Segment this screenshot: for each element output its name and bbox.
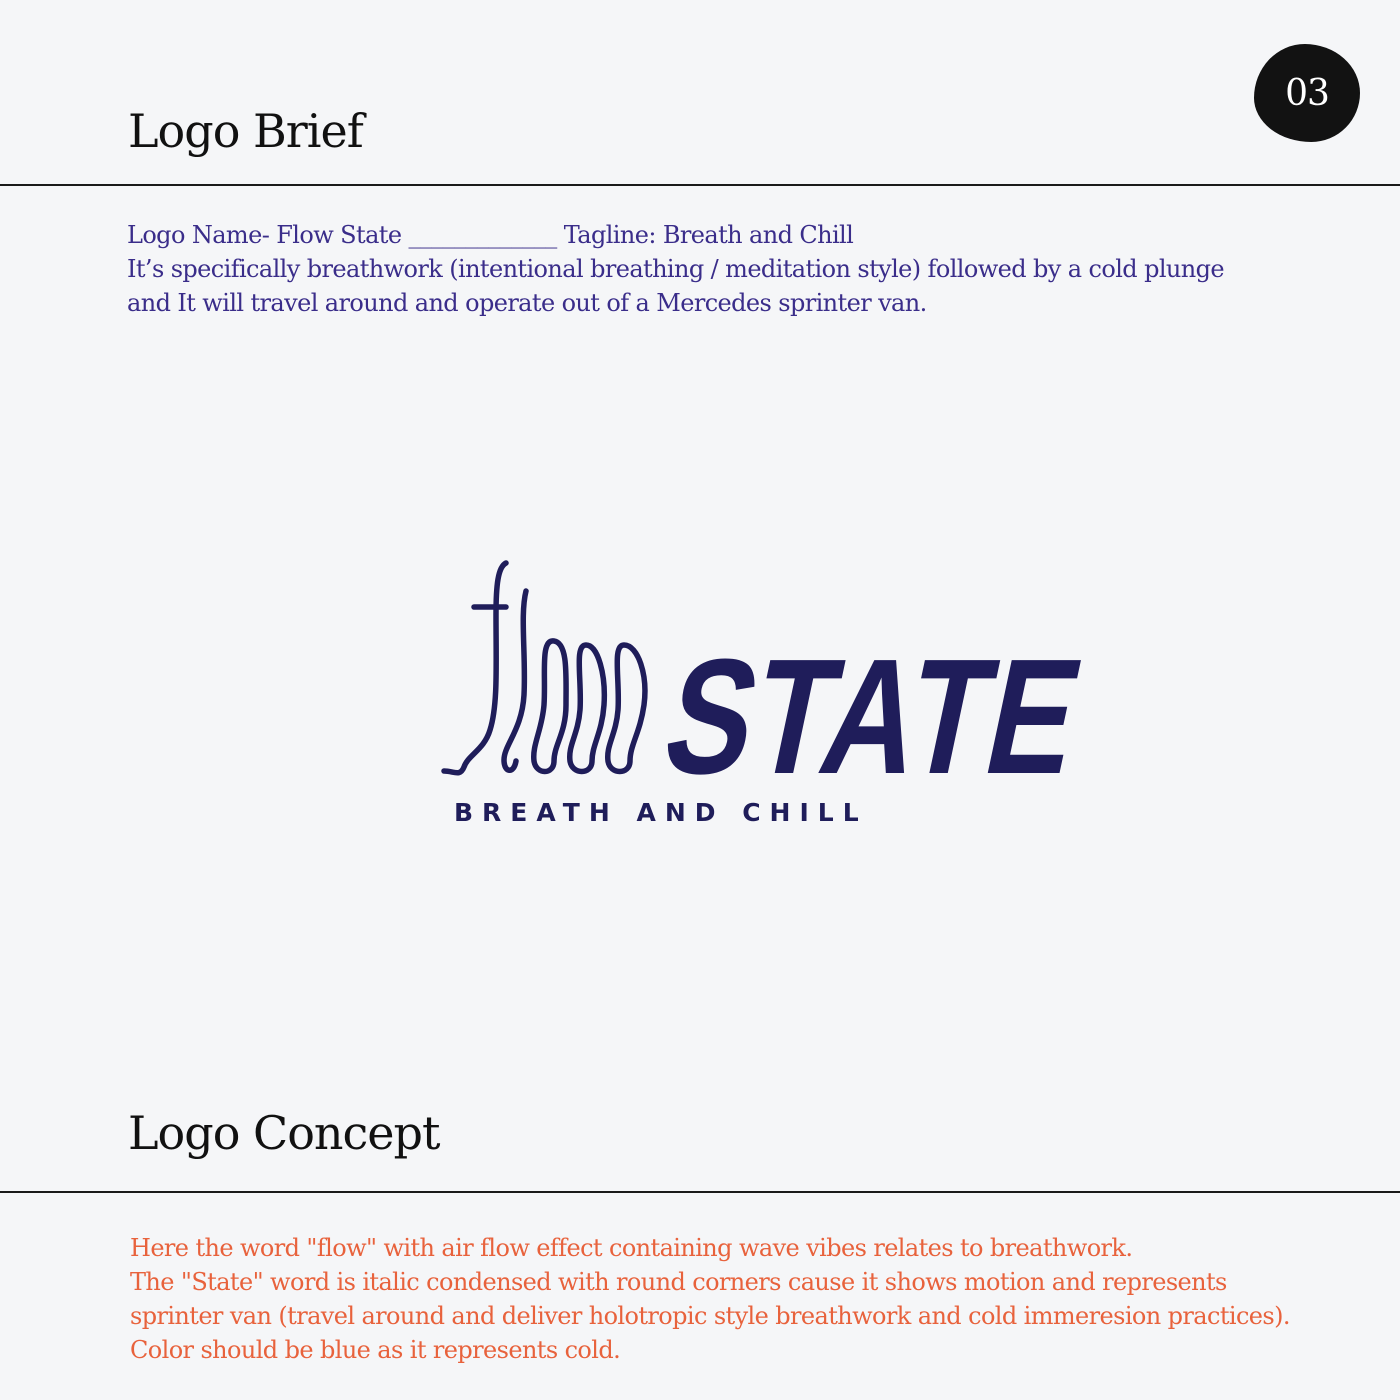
brief-description-line: and It will travel around and operate out of a Mercedes sprinter van. — [127, 289, 927, 317]
flow-letter-w-left-icon — [570, 645, 605, 772]
brief-text — [127, 218, 1307, 320]
concept-text — [130, 1231, 1370, 1367]
flow-letter-l-icon — [504, 591, 526, 770]
flow-letter-f-icon — [444, 563, 506, 773]
tagline-label: Tagline: Breath and Chill — [563, 221, 854, 249]
brief-name-line — [127, 218, 1307, 252]
concept-line: The "State" word is italic condensed with round corners cause it shows motion and represents — [130, 1268, 1227, 1296]
logo-tagline: BREATH AND CHILL — [454, 798, 868, 827]
concept-line: sprinter van (travel around and deliver holotropic style breathwork and cold immeresion practices). — [130, 1302, 1290, 1330]
page-number-badge — [1254, 44, 1360, 142]
name-separator: _____________ — [408, 221, 557, 249]
flow-wave-lettering — [444, 563, 645, 773]
flow-letter-w-right-icon — [608, 645, 645, 772]
divider — [0, 184, 1400, 186]
divider — [0, 1191, 1400, 1193]
concept-line: Here the word "flow" with air flow effect containing wave vibes relates to breathwork. — [130, 1234, 1133, 1262]
concept-line: Color should be blue as it represents cold. — [130, 1336, 621, 1364]
brief-description-line: It’s specifically breathwork (intentional breathing / meditation style) followed by a cold plunge — [127, 255, 1225, 283]
flow-letter-o-icon — [534, 641, 566, 772]
state-wordmark: STATE — [650, 624, 1098, 809]
concept-heading: Logo Concept — [128, 1106, 440, 1160]
brief-heading: Logo Brief — [128, 104, 363, 158]
logo-name: Logo Name- Flow State — [127, 221, 402, 249]
page-number: 03 — [1285, 72, 1329, 114]
flow-state-logo — [440, 555, 1098, 835]
